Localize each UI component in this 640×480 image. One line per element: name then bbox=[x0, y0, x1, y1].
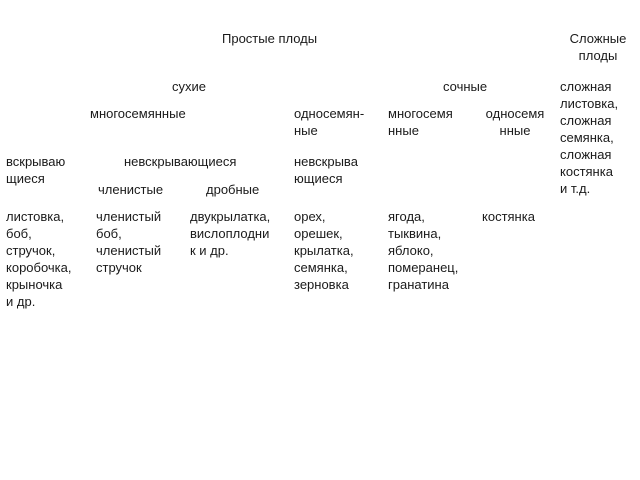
cell-juicy-oneseeded-examples: костянка bbox=[482, 209, 535, 224]
header-complex-fruits bbox=[556, 30, 640, 64]
list-item: гранатина bbox=[388, 277, 449, 292]
header-oneseeded bbox=[294, 105, 364, 139]
complex-list-item: семянка, bbox=[560, 130, 614, 145]
header-dehiscent-line2: щиеся bbox=[6, 171, 45, 186]
header-indehiscent-2 bbox=[294, 153, 358, 187]
list-item: и др. bbox=[6, 294, 36, 309]
list-item: померанец, bbox=[388, 260, 459, 275]
list-item: семянка, bbox=[294, 260, 348, 275]
list-item: стручок bbox=[96, 260, 142, 275]
complex-list-item: сложная bbox=[560, 113, 612, 128]
cell-dehiscent-examples bbox=[6, 208, 72, 310]
header-oneseeded-line1: односемян- bbox=[294, 106, 365, 121]
header-fractional: дробные bbox=[206, 182, 260, 197]
list-item: членистый bbox=[96, 243, 162, 258]
complex-list-item: сложная bbox=[560, 147, 612, 162]
list-item: членистый bbox=[96, 209, 162, 224]
complex-fruits-list bbox=[560, 78, 618, 197]
list-item: коробочка, bbox=[6, 260, 72, 275]
header-simple-fruits: Простые плоды bbox=[222, 31, 318, 46]
list-item: боб, bbox=[6, 226, 32, 241]
complex-list-item: листовка, bbox=[560, 96, 619, 111]
list-item: двукрылатка, bbox=[190, 209, 271, 224]
cell-segmented-examples bbox=[96, 208, 161, 276]
complex-list-item: и т.д. bbox=[560, 181, 591, 196]
cell-oneseeded-dry-examples bbox=[294, 208, 354, 293]
cell-juicy-multiseeded-examples bbox=[388, 208, 458, 293]
list-item: орешек, bbox=[294, 226, 343, 241]
complex-list-item: сложная bbox=[560, 79, 612, 94]
header-juicy-oneseeded bbox=[480, 105, 550, 139]
list-item: ягода, bbox=[388, 209, 425, 224]
header-dehiscent-line1: вскрываю bbox=[6, 154, 66, 169]
list-item: листовка, bbox=[6, 209, 65, 224]
cell-fractional-examples bbox=[190, 208, 270, 259]
header-juicy-multi-line2: нные bbox=[388, 123, 419, 138]
header-segmented: членистые bbox=[98, 182, 164, 197]
complex-list-item: костянка bbox=[560, 164, 613, 179]
list-item: боб, bbox=[96, 226, 122, 241]
header-juicy: сочные bbox=[443, 79, 488, 94]
header-indehiscent: невскрывающиеся bbox=[124, 154, 237, 169]
list-item: зерновка bbox=[294, 277, 349, 292]
header-juicy-one-line2: нные bbox=[499, 123, 531, 138]
list-item: к и др. bbox=[190, 243, 229, 258]
list-item: вислоплодни bbox=[190, 226, 270, 241]
list-item: яблоко, bbox=[388, 243, 434, 258]
header-juicy-one-line1: односемя bbox=[485, 106, 545, 121]
list-item: крыночка bbox=[6, 277, 63, 292]
header-indehiscent2-line2: ющиеся bbox=[294, 171, 343, 186]
list-item: тыквина, bbox=[388, 226, 442, 241]
list-item: крылатка, bbox=[294, 243, 354, 258]
header-juicy-multi-line1: многосемя bbox=[388, 106, 453, 121]
header-complex-line2: плоды bbox=[578, 48, 618, 63]
header-juicy-multiseeded bbox=[388, 105, 453, 139]
header-multiseeded: многосемянные bbox=[90, 106, 186, 121]
header-indehiscent2-line1: невскрыва bbox=[294, 154, 358, 169]
header-dry: сухие bbox=[172, 79, 206, 94]
list-item: орех, bbox=[294, 209, 326, 224]
header-dehiscent bbox=[6, 153, 65, 187]
header-complex-line1: Сложные bbox=[569, 31, 627, 46]
header-oneseeded-line2: ные bbox=[294, 123, 318, 138]
list-item: стручок, bbox=[6, 243, 56, 258]
